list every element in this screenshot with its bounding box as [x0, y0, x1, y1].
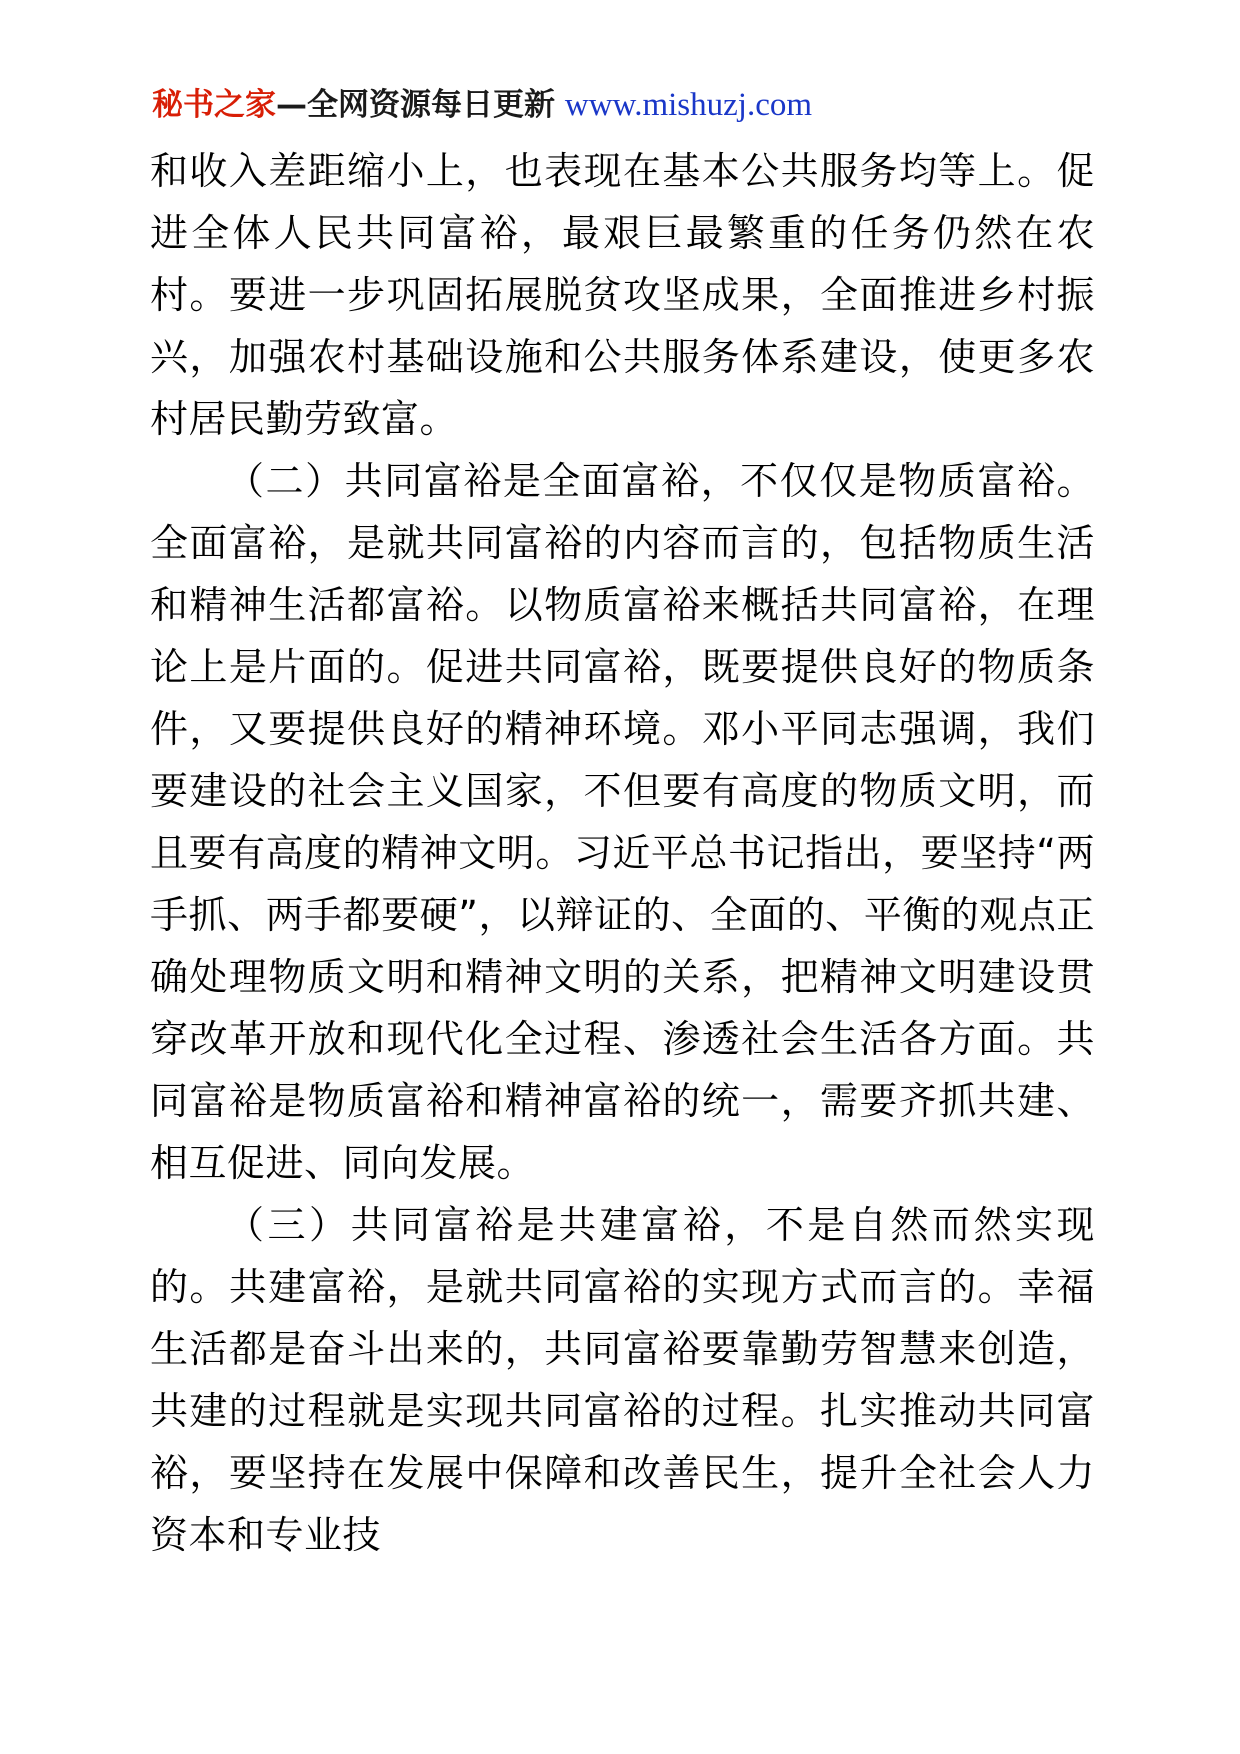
- paragraph-2: （二）共同富裕是全面富裕，不仅仅是物质富裕。全面富裕，是就共同富裕的内容而言的，包括物质生活和精神生活都富裕。以物质富裕来概括共同富裕，在理论上是片面的。促进共同富裕，既要提供良好的物质条件，又要提供良好的精神环境。邓小平同志强调，我们要建设的社会主义国家，不但要有高度的物质文明，而且要有高度的精神文明。习近平总书记指出，要坚持“两手抓、两手都要硬”，以辩证的、全面的、平衡的观点正确处理物质文明和精神文明的关系，把精神文明建设贯穿改革开放和现代化全过程、渗透社会生活各方面。共同富裕是物质富裕和精神富裕的统一，需要齐抓共建、相互促进、同向发展。: [150, 459, 1095, 1185]
- site-watermark-header: [152, 86, 1092, 126]
- site-tagline: —全网资源每日更新: [276, 87, 555, 123]
- paragraph-3: （三）共同富裕是共建富裕，不是自然而然实现的。共建富裕，是就共同富裕的实现方式而言的。幸福生活都是奋斗出来的，共同富裕要靠勤劳智慧来创造，共建的过程就是实现共同富裕的过程。扎实推动共同富裕，要坚持在发展中保障和改善民生，提升全社会人力资本和专业技: [150, 1203, 1095, 1557]
- site-brand-name: 秘书之家: [152, 87, 276, 123]
- paragraph-1: 和收入差距缩小上，也表现在基本公共服务均等上。促进全体人民共同富裕，最艰巨最繁重的任务仍然在农村。要进一步巩固拓展脱贫攻坚成果，全面推进乡村振兴，加强农村基础设施和公共服务体系建设，使更多农村居民勤劳致富。: [150, 149, 1095, 441]
- site-url[interactable]: www.mishuzj.com: [564, 87, 813, 123]
- document-body: [150, 140, 1095, 1566]
